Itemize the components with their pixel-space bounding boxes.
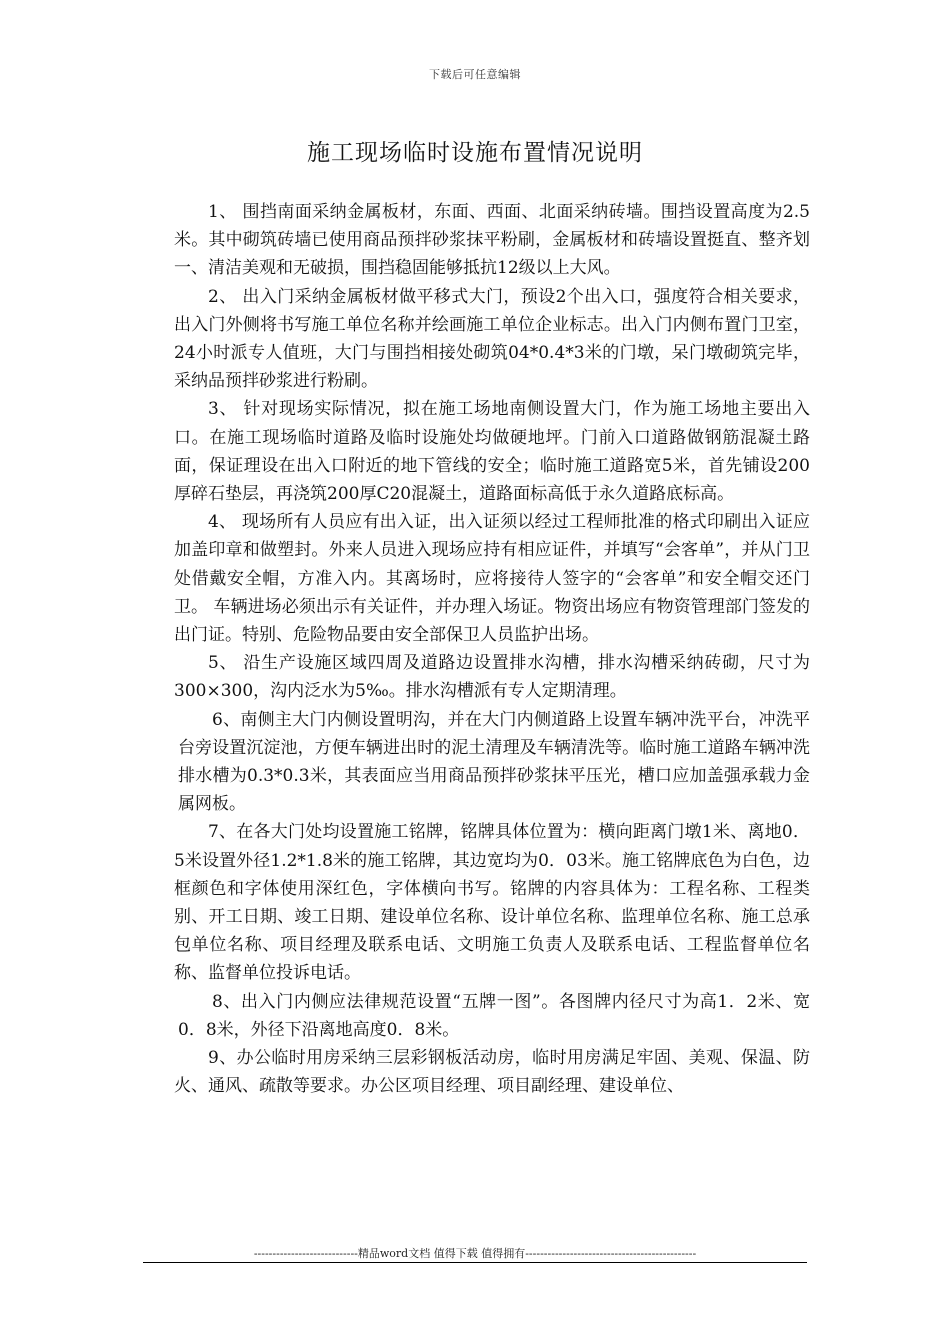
paragraph-4: 4、 现场所有人员应有出入证，出入证须以经过工程师批准的格式印刷出入证应加盖印章和做塑封。外来人员进入现场应持有相应证件，并填写“会客单”，并从门卫处借戴安全帽，方准入内。其离场时，应将接待人签字的“会客单”和安全帽交还门卫。 车辆进场必须出示有关证件，并办理入场证。物资出场应有物资管理部门签发的出门证。特别、危险物品要由安全部保卫人员监护出场。 [174,512,810,646]
footer-divider [143,1262,807,1263]
paragraph-6: 6、南侧主大门内侧设置明沟，并在大门内侧道路上设置车辆冲洗平台，冲洗平台旁设置沉淀池，方便车辆进出时的泥土清理及车辆清洗等。临时施工道路车辆冲洗排水槽为0.3*0.3米，其表面应当用商品预拌砂浆抹平压光，槽口应加盖强承载力金属网板。 [178,709,810,815]
paragraph-1: 1、 围挡南面采纳金属板材，东面、西面、北面采纳砖墙。围挡设置高度为2.5米。其中砌筑砖墙已使用商品预拌砂浆抹平粉刷，金属板材和砖墙设置挺直、整齐划一、清洁美观和无破损，围挡稳固能够抵抗12级以上大风。 [174,202,810,279]
paragraph-9: 9、办公临时用房采纳三层彩钢板活动房，临时用房满足牢固、美观、保温、防火、通风、疏散等要求。办公区项目经理、项目副经理、建设单位、 [174,1048,810,1097]
paragraph-2: 2、 出入门采纳金属板材做平移式大门，预设2个出入口，强度符合相关要求，出入门外侧将书写施工单位名称并绘画施工单位企业标志。出入门内侧布置门卫室，24小时派专人值班，大门与围挡相接处砌筑04*0.4*3米的门墩，呆门墩砌筑完毕，采纳品预拌砂浆进行粉刷。 [174,286,810,392]
footer-text: ----------------------------精品word文档 值得下载 值得拥有---------------------------------------------- [253,1247,697,1260]
paragraph-7: 7、在各大门处均设置施工铭牌，铭牌具体位置为：横向距离门墩1米、离地0．5米设置外径1.2*1.8米的施工铭牌，其边宽均为0．03米。施工铭牌底色为白色，边框颜色和字体使用深红色，字体横向书写。铭牌的内容具体为：工程名称、工程类别、开工日期、竣工日期、建设单位名称、设计单位名称、监理单位名称、施工总承包单位名称、项目经理及联系电话、文明施工负责人及联系电话、工程监督单位名称、监督单位投诉电话。 [174,822,810,984]
document-body [174,198,810,1101]
header-note: 下载后可任意编辑 [429,68,521,81]
document-title: 施工现场临时设施布置情况说明 [307,140,643,166]
paragraph-5: 5、 沿生产设施区域四周及道路边设置排水沟槽，排水沟槽采纳砖砌，尺寸为300×300，沟内泛水为5‰。排水沟槽派有专人定期清理。 [174,653,810,702]
paragraph-3: 3、 针对现场实际情况，拟在施工场地南侧设置大门，作为施工场地主要出入口。在施工现场临时道路及临时设施处均做硬地坪。门前入口道路做钢筋混凝土路面，保证理设在出入口附近的地下管线的安全；临时施工道路宽5米，首先铺设200厚碎石垫层，再浇筑200厚C20混凝土，道路面标高低于永久道路底标高。 [174,399,810,505]
paragraph-8: 8、出入门内侧应法律规范设置“五牌一图”。各图牌内径尺寸为高1．2米、宽0．8米，外径下沿离地高度0．8米。 [178,991,810,1040]
